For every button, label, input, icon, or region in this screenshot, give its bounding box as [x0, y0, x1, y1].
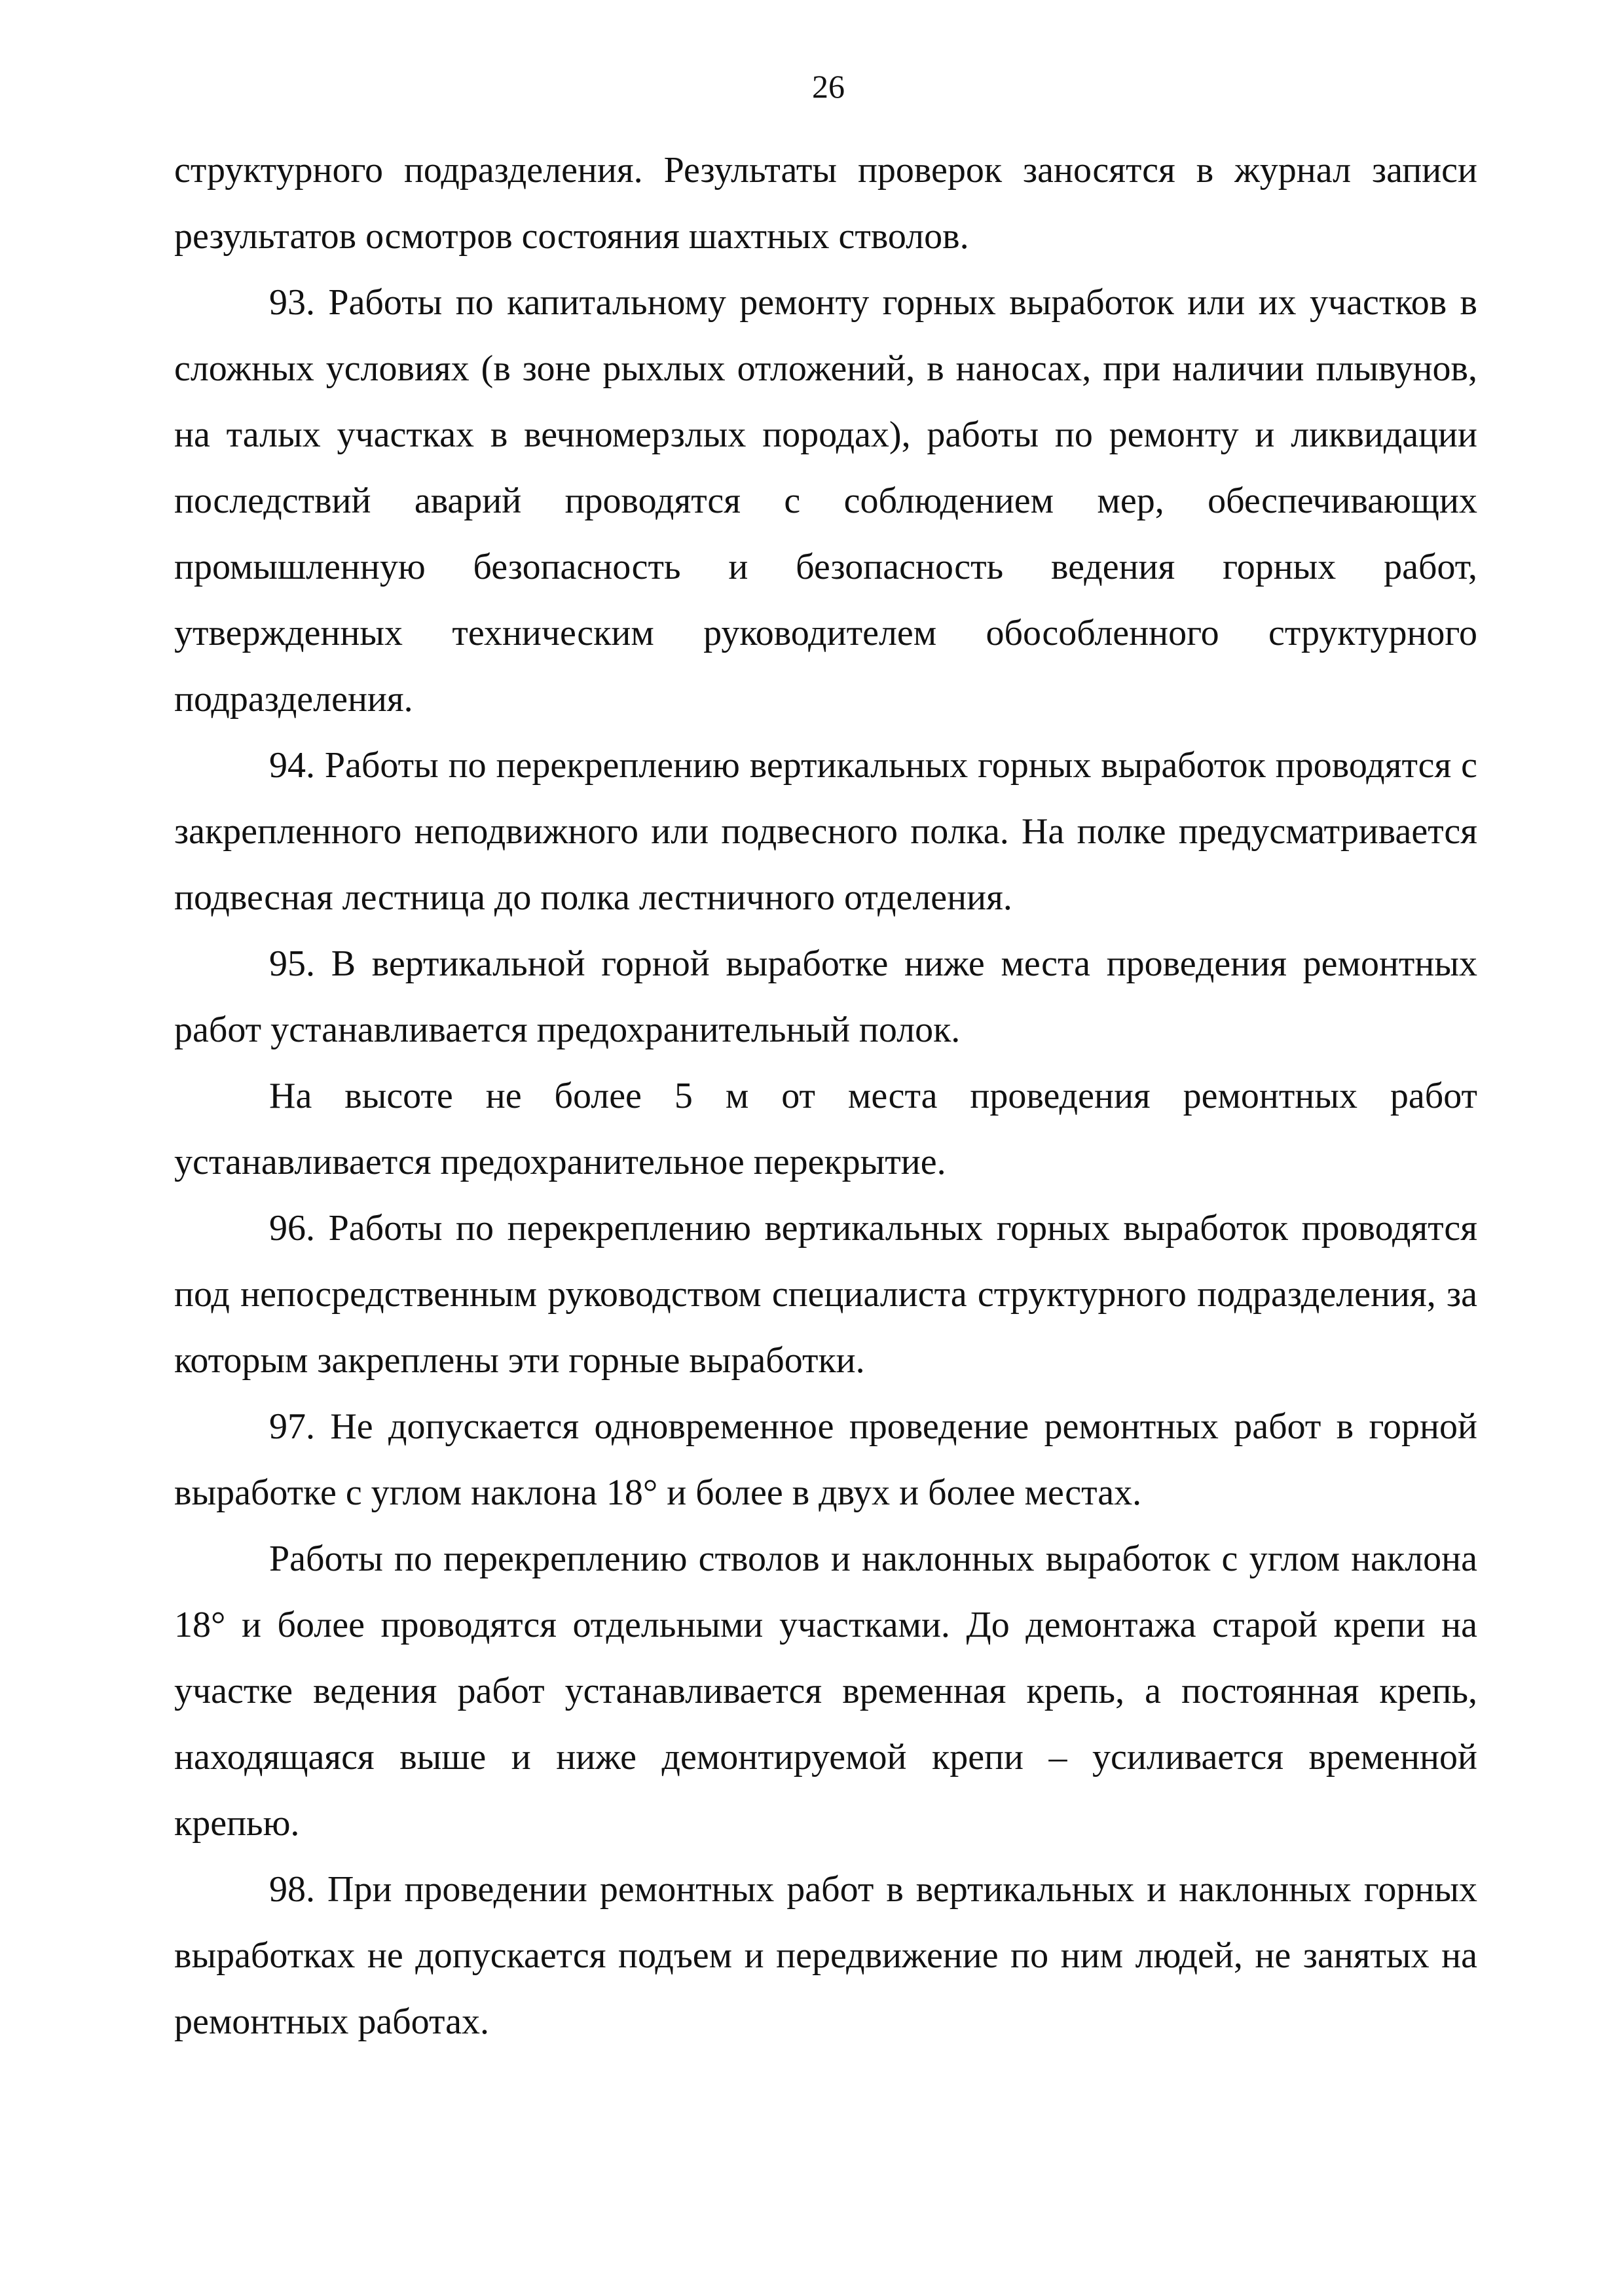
paragraph-95-part-2: На высоте не более 5 м от места проведения ремонтных работ устанавливается предохранительное перекрытие. [174, 1076, 1477, 1182]
paragraph-97: 97. Не допускается одновременное проведение ремонтных работ в горной выработке с углом наклона 18° и более в двух и более местах. [174, 1406, 1477, 1513]
paragraph-98: 98. При проведении ремонтных работ в вертикальных и наклонных горных выработках не допускается подъем и передвижение по ним людей, не занятых на ремонтных работах. [174, 1869, 1477, 2042]
paragraph-96: 96. Работы по перекреплению вертикальных горных выработок проводятся под непосредственным руководством специалиста структурного подразделения, за которым закреплены эти горные выработки. [174, 1208, 1477, 1381]
document-body [174, 137, 1477, 2055]
paragraph-94: 94. Работы по перекреплению вертикальных горных выработок проводятся с закрепленного неподвижного или подвесного полка. На полке предусматривается подвесная лестница до полка лестничного отделения. [174, 745, 1477, 918]
paragraph-97-part-2: Работы по перекреплению стволов и наклонных выработок с углом наклона 18° и более проводятся отдельными участками. До демонтажа старой крепи на участке ведения работ устанавливается временная крепь, а постоянная крепь, находящаяся выше и ниже демонтируемой крепи – усиливается временной крепью. [174, 1539, 1477, 1844]
paragraph-95: 95. В вертикальной горной выработке ниже места проведения ремонтных работ устанавливается предохранительный полок. [174, 943, 1477, 1050]
paragraph-continuation: структурного подразделения. Результаты проверок заносятся в журнал записи результатов осмотров состояния шахтных стволов. [174, 150, 1477, 257]
page-number: 26 [812, 68, 845, 105]
paragraph-93: 93. Работы по капитальному ремонту горных выработок или их участков в сложных условиях (в зоне рыхлых отложений, в наносах, при наличии плывунов, на талых участках в вечномерзлых породах), работы по ремонту и ликвидации последствий аварий проводятся с соблюдением мер, обеспечивающих промышленную безопасность и безопасность ведения горных работ, утвержденных техническим руководителем обособленного структурного подразделения. [174, 282, 1477, 720]
